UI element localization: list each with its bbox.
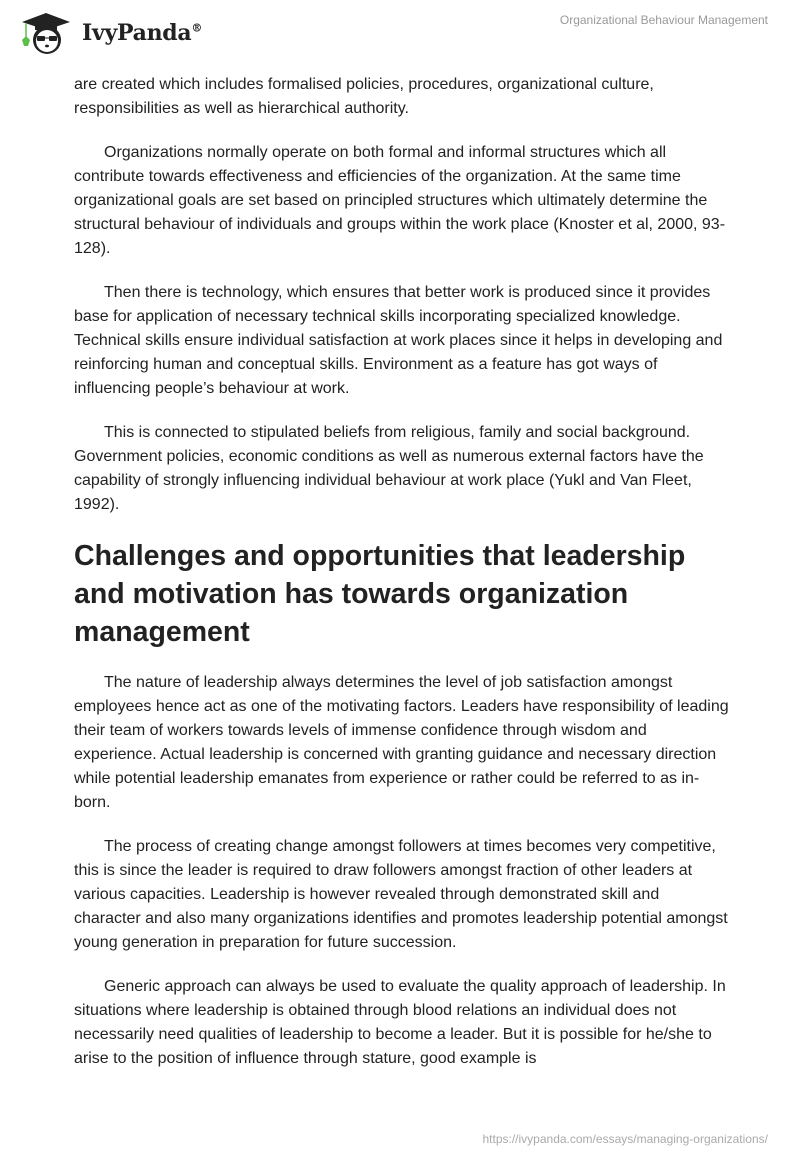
paragraph: The process of creating change amongst followers at times becomes very competitive, this is since the leader is required to draw followers amongst fraction of other leaders at various capacities. Leadership is however revealed through demonstrated skill and character and also many organizations identifies and promotes leadership potential amongst young generation in preparation for future succession. — [74, 838, 728, 951]
ivypanda-logo[interactable] — [18, 10, 202, 56]
paragraph: This is connected to stipulated beliefs from religious, family and social background. Government policies, economic conditions as well as numerous external factors have the capability of strongly influencing individual behaviour at work place (Yukl and Van Fleet, 1992). — [74, 424, 704, 513]
source-url[interactable]: https://ivypanda.com/essays/managing-organizations/ — [482, 1132, 768, 1146]
paragraph: The nature of leadership always determines the level of job satisfaction amongst employees hence act as one of the motivating factors. Leaders have responsibility of leading their team of workers towards levels of immense confidence through wisdom and experience. Actual leadership is concerned with granting guidance and necessary direction while potential leadership emanates from experience or rather could be referred to as in-born. — [74, 674, 729, 811]
document-title: Organizational Behaviour Management — [559, 13, 768, 27]
paragraph: Organizations normally operate on both formal and informal structures which all contribute towards effectiveness and efficiencies of the organization. At the same time organizational goals are set based on principled structures which ultimately determine the structural behaviour of individuals and groups within the work place (Knoster et al, 2000, 93-128). — [74, 144, 726, 257]
section-heading: Challenges and opportunities that leadership and motivation has towards organization management — [74, 540, 686, 648]
paragraph: Generic approach can always be used to evaluate the quality approach of leadership. In situations where leadership is obtained through blood relations an individual does not necessarily need qualities of leadership to become a leader. But it is possible for he/she to arise to the position of influence through stature, good example is — [74, 978, 726, 1067]
paragraph: Then there is technology, which ensures that better work is produced since it provides base for application of necessary technical skills incorporating specialized knowledge. Technical skills ensure individual satisfaction at work places since it helps in developing and reinforcing human and conceptual skills. Environment as a feature has got ways of influencing people’s behaviour at work. — [74, 284, 723, 397]
paragraph: are created which includes formalised policies, procedures, organizational culture, responsibilities as well as hierarchical authority. — [74, 76, 654, 117]
page-header — [0, 0, 800, 60]
essay-body — [74, 73, 730, 1091]
logo-text: IvyPanda® — [82, 20, 203, 46]
panda-graduate-icon — [18, 10, 74, 56]
